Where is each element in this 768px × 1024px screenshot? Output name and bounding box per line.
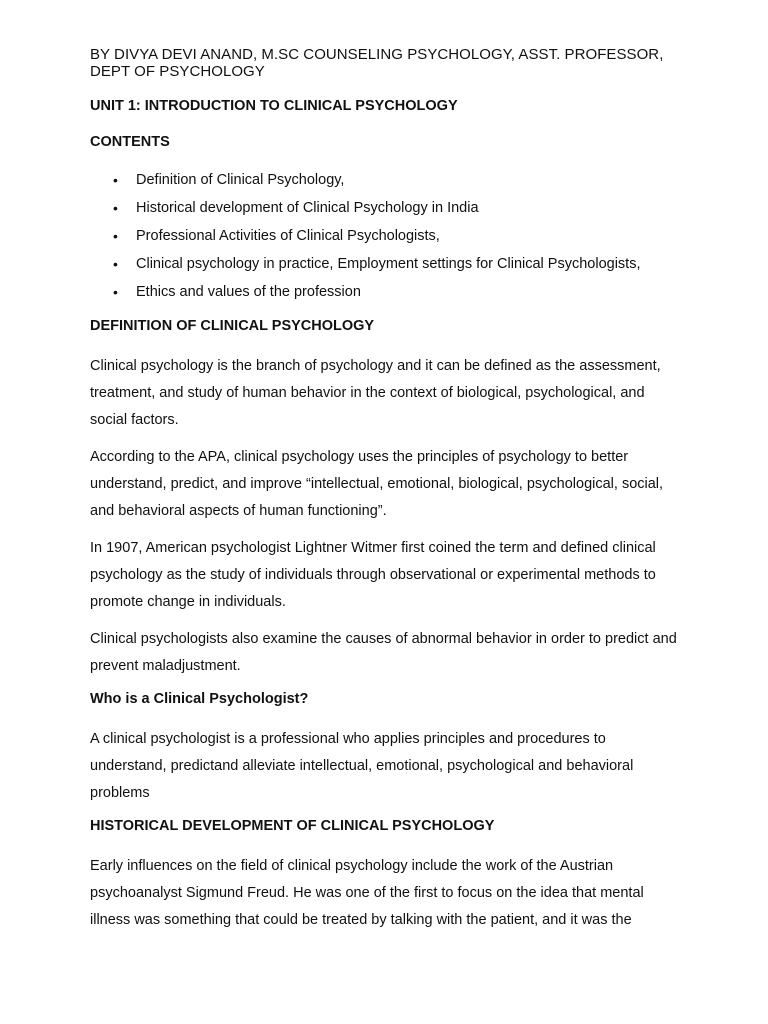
contents-item — [90, 283, 678, 301]
unit-title: UNIT 1: INTRODUCTION TO CLINICAL PSYCHOLOGY — [90, 98, 458, 114]
bullet-icon: • — [113, 228, 118, 244]
definition-heading: DEFINITION OF CLINICAL PSYCHOLOGY — [90, 318, 375, 334]
bullet-icon: • — [113, 200, 118, 216]
bullet-icon: • — [113, 256, 118, 272]
contents-item-label: Ethics and values of the profession — [136, 284, 361, 300]
contents-item-label: Definition of Clinical Psychology, — [136, 172, 345, 188]
who-paragraph: A clinical psychologist is a professional who applies principles and procedures to understand, predictand alleviate intellectual, emotional, psychological and behavioral problems — [90, 731, 634, 801]
contents-item — [90, 171, 678, 189]
definition-paragraph: In 1907, American psychologist Lightner Witmer first coined the term and defined clinical psychology as the study of individuals through observational or experimental methods to promote change in individuals. — [90, 540, 656, 610]
contents-list — [90, 171, 678, 301]
who-heading: Who is a Clinical Psychologist? — [90, 691, 309, 707]
author-line: BY DIVYA DEVI ANAND, M.SC COUNSELING PSYCHOLOGY, ASST. PROFESSOR, DEPT OF PSYCHOLOGY — [90, 46, 664, 80]
bullet-icon: • — [113, 172, 118, 188]
contents-item-label: Clinical psychology in practice, Employment settings for Clinical Psychologists, — [136, 256, 641, 272]
definition-paragraph: Clinical psychology is the branch of psychology and it can be defined as the assessment, treatment, and study of human behavior in the context of biological, psychological, and social factors. — [90, 358, 661, 428]
contents-item — [90, 199, 678, 217]
bullet-icon: • — [113, 284, 118, 300]
definition-paragraph: Clinical psychologists also examine the causes of abnormal behavior in order to predict and prevent maladjustment. — [90, 631, 677, 674]
contents-item — [90, 255, 678, 273]
history-heading: HISTORICAL DEVELOPMENT OF CLINICAL PSYCHOLOGY — [90, 818, 495, 834]
contents-item-label: Professional Activities of Clinical Psychologists, — [136, 228, 440, 244]
definition-paragraph: According to the APA, clinical psychology uses the principles of psychology to better understand, predict, and improve “intellectual, emotional, biological, psychological, social, and behavioral aspects of human functioning”. — [90, 449, 664, 519]
contents-title: CONTENTS — [90, 134, 170, 150]
history-paragraph: Early influences on the field of clinical psychology include the work of the Austrian psychoanalyst Sigmund Freud. He was one of the first to focus on the idea that mental illness was something that could be treated by talking with the patient, and it was the — [90, 858, 644, 928]
contents-item-label: Historical development of Clinical Psychology in India — [136, 200, 479, 216]
contents-item — [90, 227, 678, 245]
